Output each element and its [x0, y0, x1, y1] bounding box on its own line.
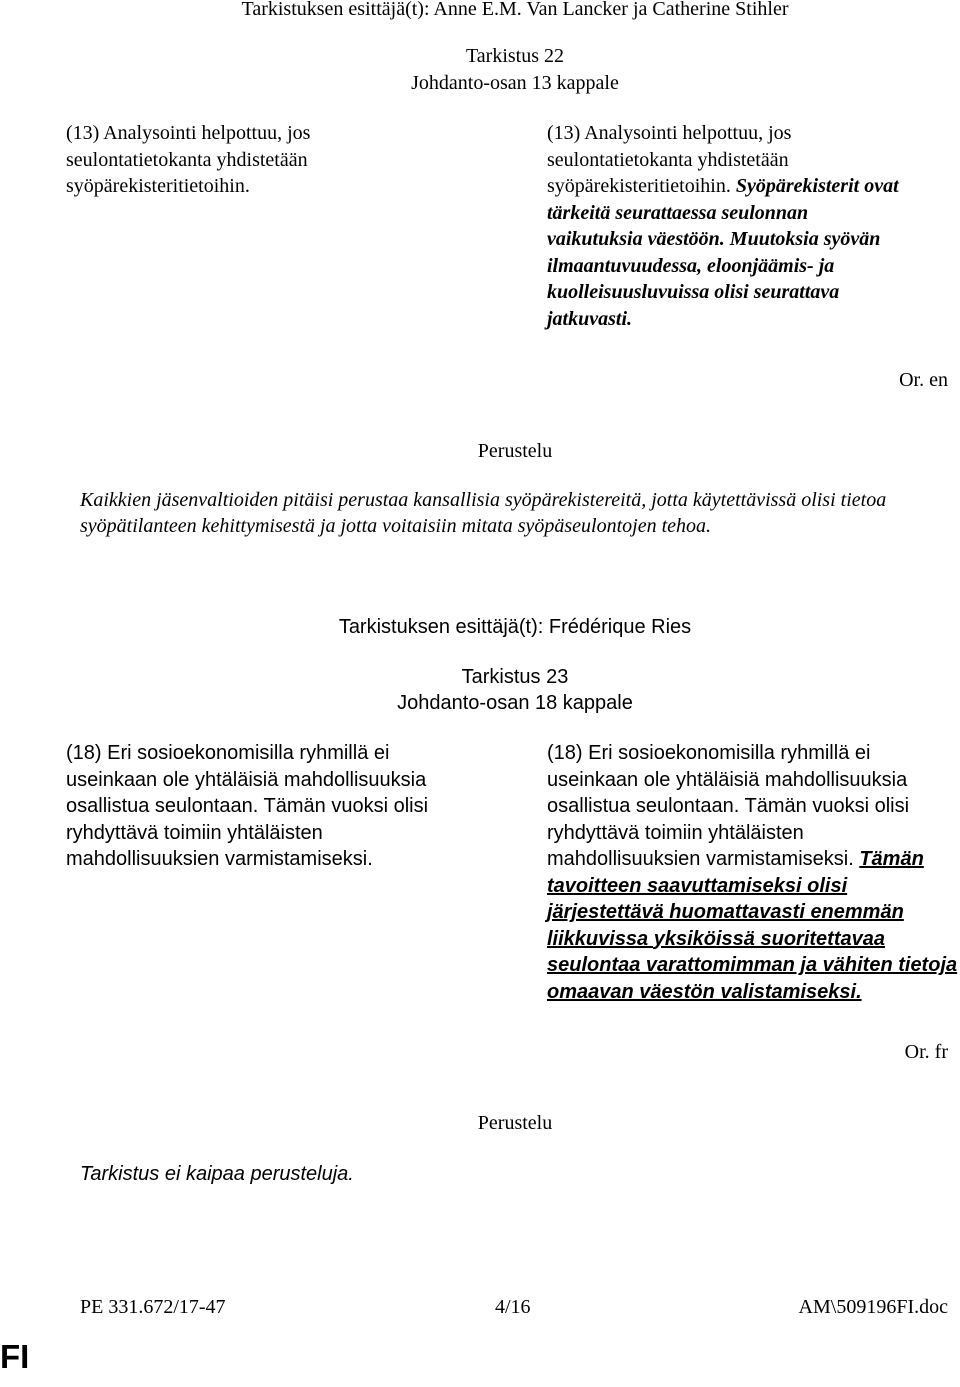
- footer-page-number: 4/16: [495, 1296, 531, 1318]
- amendment-22-number: Tarkistus 22: [465, 45, 565, 67]
- amendment-23-original-text: (18) Eri sosioekonomisilla ryhmillä ei useinkaan ole yhtäläisiä mahdollisuuksia osallistua seulontaan. Tämän vuoksi olisi ryhdyttävä toimiin yhtäläisten mahdollisuuksien varmistamiseksi.: [66, 742, 429, 870]
- amendment-23-location: Johdanto-osan 18 kappale: [397, 692, 633, 714]
- language-code: FI: [0, 1338, 30, 1375]
- amendment-22-justification: Kaikkien jäsenvaltioiden pitäisi perustaa kansallisia syöpärekistereitä, jotta käytettävissä olisi tietoa syöpätilanteen kehittymisestä ja jotta voitaisiin mitata syöpäseulontojen tehoa.: [80, 489, 887, 537]
- amendment-22-amended-addition: Syöpärekisterit ovat tärkeitä seurattaessa seulonnan vaikutuksia väestöön. Muutoksia syövän ilmaantuvuudessa, eloonjäämis- ja kuolleisuusluvuissa olisi seurattava jatkuvasti.: [547, 175, 899, 330]
- amendment-22-amended-plain: (13) Analysointi helpottuu, jos seulontatietokanta yhdistetään syöpärekisteritietoihin.: [547, 122, 792, 197]
- footer-document-reference: PE 331.672/17-47: [80, 1296, 226, 1318]
- footer-file-name: AM\509196FI.doc: [798, 1296, 948, 1318]
- amendment-23-justification-heading: Perustelu: [477, 1112, 553, 1134]
- amendment-23-justification: Tarkistus ei kaipaa perusteluja.: [80, 1163, 354, 1185]
- amendment-23-number: Tarkistus 23: [461, 666, 569, 688]
- amendment-22-original-language: Or. en: [899, 369, 948, 391]
- amendment-23-amended-plain: (18) Eri sosioekonomisilla ryhmillä ei useinkaan ole yhtäläisiä mahdollisuuksia osallistua seulontaan. Tämän vuoksi olisi ryhdyttävä toimiin yhtäläisten mahdollisuuksien varmistamiseksi.: [547, 742, 910, 870]
- amendment-23-original-language: Or. fr: [904, 1041, 948, 1063]
- amendment-author-header: Tarkistuksen esittäjä(t): Anne E.M. Van Lancker ja Catherine Stihler: [241, 0, 789, 20]
- amendment-23-amended-text: [547, 740, 960, 1005]
- amendment-23-author: Tarkistuksen esittäjä(t): Frédérique Ries: [338, 616, 692, 638]
- amendment-22-location: Johdanto-osan 13 kappale: [411, 72, 619, 94]
- amendment-22-justification-heading: Perustelu: [477, 440, 553, 462]
- amendment-22-amended-text: [547, 120, 907, 332]
- amendment-22-original-text: (13) Analysointi helpottuu, jos seulontatietokanta yhdistetään syöpärekisteritietoihin.: [66, 122, 311, 197]
- amendment-23-amended-addition: Tämän tavoitteen saavuttamiseksi olisi järjestettävä huomattavasti enemmän liikkuvissa yksiköissä suoritettavaa seulontaa varattomimman ja vähiten tietoja omaavan väestön valistamiseksi.: [547, 848, 958, 1003]
